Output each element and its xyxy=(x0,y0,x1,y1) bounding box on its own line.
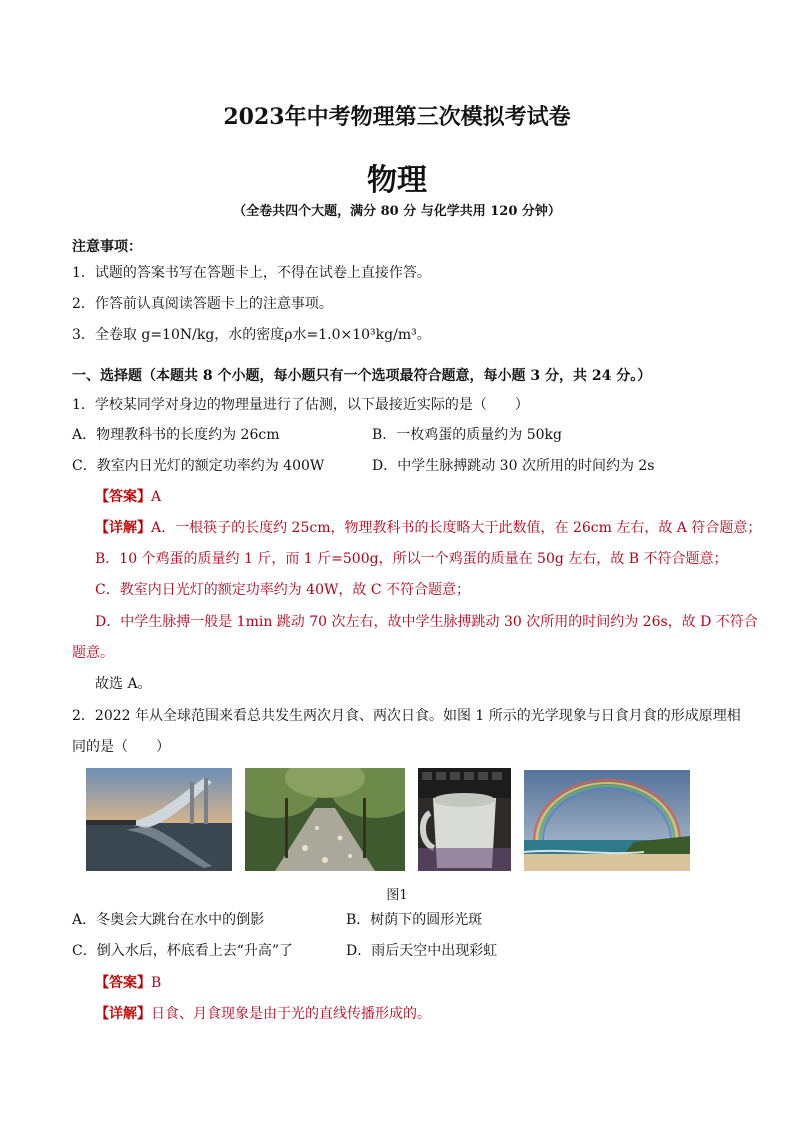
ski-jump-photo xyxy=(86,768,232,871)
answer-label: 【答案】 xyxy=(95,489,151,505)
exam-info: （全卷共四个大题，满分 80 分 与化学共用 120 分钟） xyxy=(233,204,561,219)
q2-option-d: D．雨后天空中出现彩虹 xyxy=(346,943,498,959)
cup-photo xyxy=(418,768,511,871)
rainbow-photo xyxy=(524,770,690,871)
q2-explain-line: 【详解】日食、月食现象是由于光的直线传播形成的。 xyxy=(95,1006,431,1022)
answer-value: A xyxy=(151,489,162,505)
q2-answer xyxy=(95,972,161,992)
notice-item: 3．全卷取 g=10N/kg，水的密度ρ水=1.0×10³kg/m³。 xyxy=(72,327,431,343)
notice-item: 2．作答前认真阅读答题卡上的注意事项。 xyxy=(72,296,333,312)
section-heading: 一、选择题（本题共 8 个小题，每小题只有一个选项最符合题意，每小题 3 分，共 24 分。） xyxy=(72,368,652,384)
q1-explain-line: B．10 个鸡蛋的质量约 1 斤，而 1 斤=500g，所以一个鸡蛋的质量在 50g 左右，故 B 不符合题意； xyxy=(95,551,728,567)
notice-item: 1．试题的答案书写在答题卡上，不得在试卷上直接作答。 xyxy=(72,265,431,281)
answer-label: 【答案】 xyxy=(95,975,151,991)
q1-explain-line: 题意。 xyxy=(72,645,114,661)
answer-value: B xyxy=(151,975,162,991)
q1-option-c: C．教室内日光灯的额定功率约为 400W xyxy=(72,458,325,474)
q1-explain-line: 【详解】A．一根筷子的长度约 25cm，物理教科书的长度略大于此数值，在 26cm 左右，故 A 符合题意； xyxy=(95,520,762,536)
q1-answer xyxy=(95,486,161,506)
explain-label: 【详解】 xyxy=(95,520,151,536)
subject-title: 物理 xyxy=(367,163,427,198)
q2-stem: 2．2022 年从全球范围来看总共发生两次月食、两次日食。如图 1 所示的光学现象与日食月食的形成原理相 xyxy=(72,708,741,724)
q2-stem: 同的是（ ） xyxy=(72,739,170,755)
q1-conclusion: 故选 A。 xyxy=(95,676,152,692)
q1-option-b: B．一枚鸡蛋的质量约为 50kg xyxy=(372,427,562,443)
q2-option-c: C．倒入水后，杯底看上去“升高”了 xyxy=(72,943,294,959)
q1-option-a: A．物理教科书的长度约为 26cm xyxy=(72,427,280,443)
q1-stem: 1．学校某同学对身边的物理量进行了估测，以下最接近实际的是（ ） xyxy=(72,397,529,413)
q1-option-d: D．中学生脉搏跳动 30 次所用的时间约为 2s xyxy=(372,458,655,474)
q2-option-b: B．树荫下的圆形光斑 xyxy=(346,912,483,928)
tree-lane-photo xyxy=(245,768,405,871)
figure-caption: 图1 xyxy=(386,888,408,903)
q2-option-a: A．冬奥会大跳台在水中的倒影 xyxy=(72,912,265,928)
q1-explain-line: D．中学生脉搏一般是 1min 跳动 70 次左右，故中学生脉搏跳动 30 次所用的时间约为 26s，故 D 不符合 xyxy=(95,614,758,630)
notices-heading: 注意事项： xyxy=(72,239,142,255)
exam-title: 2023年中考物理第三次模拟考试卷 xyxy=(223,104,571,130)
q1-explain-line: C．教室内日光灯的额定功率约为 40W，故 C 不符合题意； xyxy=(95,582,470,598)
explain-label: 【详解】 xyxy=(95,1006,151,1022)
